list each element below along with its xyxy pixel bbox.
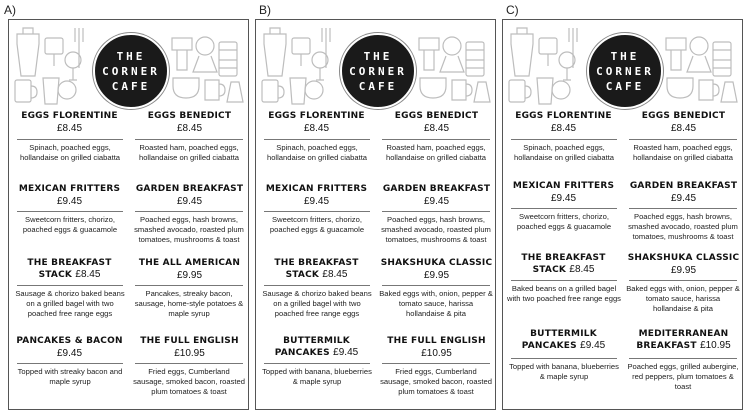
divider (135, 363, 243, 364)
divider (17, 211, 123, 212)
menu-item-breakfast-stack (505, 252, 622, 276)
item-title: BUTTERMILK (283, 336, 350, 346)
divider (135, 211, 243, 212)
menu-item-buttermilk-pancakes (505, 328, 622, 352)
logo-line-3: CAFE (111, 79, 151, 93)
divider (264, 285, 370, 286)
item-description: Sausage & chorizo baked beans on a grilled bagel with two poached free range eggs (15, 289, 125, 318)
item-title: THE FULL ENGLISH (387, 336, 486, 346)
menu-item-garden-breakfast (625, 180, 742, 205)
menu-item-eggs-benedict (378, 110, 495, 135)
item-title: GARDEN BREAKFAST (382, 184, 491, 194)
menu-item-full-english (131, 335, 248, 360)
item-price: £10.95 (421, 348, 452, 359)
menu-item-shakshuka-classic (378, 257, 495, 282)
divider (382, 211, 490, 212)
item-description: Sweetcorn fritters, chorizo, poached eggs & guacamole (22, 215, 118, 234)
item-description: Topped with banana, blueberries & maple syrup (262, 367, 372, 386)
item-price: £9.45 (333, 347, 359, 358)
logo-line-1: THE (610, 49, 640, 63)
item-description: Spinach, poached eggs, hollandaise on grilled ciabatta (513, 143, 615, 162)
item-title: MEXICAN FRITTERS (512, 181, 615, 191)
menu-header (256, 20, 495, 108)
item-title: STACK (532, 265, 567, 275)
divider (264, 139, 370, 140)
logo-line-2: CORNER (596, 64, 654, 78)
item-title: MEXICAN FRITTERS (18, 184, 121, 194)
item-price: £8.45 (423, 123, 450, 134)
item-price: £9.45 (303, 196, 330, 207)
divider (629, 139, 737, 140)
item-description: Topped with streaky bacon and maple syrup (17, 367, 123, 386)
logo-line-1: THE (363, 49, 393, 63)
item-price: £9.45 (550, 193, 577, 204)
menu-item-buttermilk-pancakes (258, 335, 375, 359)
item-price: £9.95 (176, 270, 203, 281)
divider (382, 139, 490, 140)
item-price: £9.95 (423, 270, 450, 281)
item-title: EGGS BENEDICT (394, 111, 479, 121)
item-title: EGGS FLORENTINE (515, 111, 612, 121)
item-title: PANCAKES & BACON (16, 336, 123, 346)
item-price: £9.45 (423, 196, 450, 207)
menu-item-breakfast-stack (11, 257, 128, 281)
menu-item-garden-breakfast (378, 183, 495, 208)
item-title: EGGS FLORENTINE (268, 111, 365, 121)
item-title: MEXICAN FRITTERS (265, 184, 368, 194)
menu-header (9, 20, 248, 108)
corner-cafe-logo (93, 33, 169, 109)
panel-label-b: B) (259, 3, 271, 17)
menu-item-mexican-fritters (11, 183, 128, 208)
item-description: Baked beans on a grilled bagel with two poached free range eggs (507, 284, 621, 303)
corner-cafe-logo (340, 33, 416, 109)
divider (511, 358, 617, 359)
menu-item-mexican-fritters (505, 180, 622, 205)
divider (135, 285, 243, 286)
menu-item-all-american (131, 257, 248, 282)
item-title: GARDEN BREAKFAST (629, 181, 738, 191)
panel-label-a: A) (4, 3, 16, 17)
item-title: BREAKFAST (636, 341, 697, 351)
divider (17, 285, 123, 286)
item-price: £8.45 (303, 123, 330, 134)
corner-cafe-logo (587, 33, 663, 109)
item-description: Poached eggs, grilled aubergine, red peppers, plum tomatoes & toast (627, 362, 739, 391)
menu-item-eggs-florentine (505, 110, 622, 135)
item-price: £9.95 (670, 265, 697, 276)
divider (629, 208, 737, 209)
item-description: Poached eggs, hash browns, smashed avocado, roasted plum tomatoes, mushrooms & toast (628, 212, 738, 241)
divider (382, 285, 490, 286)
menu-item-shakshuka-classic (625, 252, 742, 277)
item-title: PANCAKES (274, 348, 330, 358)
logo-line-2: CORNER (349, 64, 407, 78)
item-title: THE ALL AMERICAN (138, 258, 241, 268)
item-title: THE BREAKFAST (521, 253, 606, 263)
menu-item-eggs-benedict (131, 110, 248, 135)
item-price: £8.45 (569, 264, 595, 275)
item-title: PANCAKES (521, 341, 577, 351)
item-price: £8.45 (56, 123, 83, 134)
menu-item-full-english (378, 335, 495, 360)
item-title: EGGS FLORENTINE (21, 111, 118, 121)
menu-item-mediterranean-breakfast (625, 328, 742, 352)
item-description: Roasted ham, poached eggs, hollandaise on grilled ciabatta (138, 143, 240, 162)
menu-item-eggs-florentine (11, 110, 128, 135)
item-description: Baked eggs with, onion, pepper & tomato sauce, harissa hollandaise & pita (379, 289, 493, 318)
item-price: £9.45 (56, 348, 83, 359)
item-price: £10.95 (700, 340, 731, 351)
item-price: £8.45 (550, 123, 577, 134)
item-description: Poached eggs, hash browns, smashed avocado, roasted plum tomatoes, mushrooms & toast (381, 215, 491, 244)
item-title: STACK (285, 270, 320, 280)
item-description: Pancakes, streaky bacon, sausage, home-style potatoes & maple syrup (134, 289, 244, 318)
item-title: SHAKSHUKA CLASSIC (627, 253, 740, 263)
divider (17, 363, 123, 364)
menu-item-pancakes-bacon (11, 335, 128, 360)
item-description: Fried eggs, Cumberland sausage, smoked bacon, roasted plum tomatoes & toast (133, 367, 245, 396)
divider (629, 280, 737, 281)
item-price: £9.45 (670, 193, 697, 204)
item-description: Sweetcorn fritters, chorizo, poached eggs & guacamole (269, 215, 365, 234)
item-price: £9.45 (56, 196, 83, 207)
item-description: Sausage & chorizo baked beans on a grilled bagel with two poached free range eggs (262, 289, 372, 318)
menu-header (503, 20, 742, 108)
item-title: EGGS BENEDICT (641, 111, 726, 121)
item-title: STACK (38, 270, 73, 280)
divider (17, 139, 123, 140)
item-description: Poached eggs, hash browns, smashed avocado, roasted plum tomatoes, mushrooms & toast (134, 215, 244, 244)
item-description: Roasted ham, poached eggs, hollandaise on grilled ciabatta (385, 143, 487, 162)
menu-panel-c (502, 19, 743, 410)
item-title: THE BREAKFAST (274, 258, 359, 268)
item-description: Roasted ham, poached eggs, hollandaise on grilled ciabatta (632, 143, 734, 162)
item-description: Sweetcorn fritters, chorizo, poached eggs & guacamole (516, 212, 612, 231)
menu-item-mexican-fritters (258, 183, 375, 208)
divider (264, 211, 370, 212)
item-price: £8.45 (670, 123, 697, 134)
divider (511, 139, 617, 140)
item-price: £9.45 (176, 196, 203, 207)
divider (264, 363, 370, 364)
menu-item-garden-breakfast (131, 183, 248, 208)
logo-line-2: CORNER (102, 64, 160, 78)
divider (511, 280, 617, 281)
item-title: THE BREAKFAST (27, 258, 112, 268)
menu-item-eggs-benedict (625, 110, 742, 135)
divider (511, 208, 617, 209)
logo-line-1: THE (116, 49, 146, 63)
item-price: £9.45 (580, 340, 606, 351)
item-description: Fried eggs, Cumberland sausage, smoked bacon, roasted plum tomatoes & toast (380, 367, 492, 396)
menu-item-breakfast-stack (258, 257, 375, 281)
item-price: £10.95 (174, 348, 205, 359)
logo-line-3: CAFE (605, 79, 645, 93)
item-title: THE FULL ENGLISH (140, 336, 239, 346)
menu-item-eggs-florentine (258, 110, 375, 135)
divider (135, 139, 243, 140)
menu-panel-b (255, 19, 496, 410)
item-description: Spinach, poached eggs, hollandaise on grilled ciabatta (266, 143, 368, 162)
item-title: SHAKSHUKA CLASSIC (380, 258, 493, 268)
item-price: £8.45 (176, 123, 203, 134)
item-description: Topped with banana, blueberries & maple syrup (509, 362, 619, 381)
item-title: GARDEN BREAKFAST (135, 184, 244, 194)
divider (382, 363, 490, 364)
item-title: MEDITERRANEAN (638, 329, 729, 339)
divider (629, 358, 737, 359)
item-description: Baked eggs with, onion, pepper & tomato sauce, harissa hollandaise & pita (626, 284, 740, 313)
logo-line-3: CAFE (358, 79, 398, 93)
item-title: EGGS BENEDICT (147, 111, 232, 121)
item-title: BUTTERMILK (530, 329, 597, 339)
menu-panel-a (8, 19, 249, 410)
item-description: Spinach, poached eggs, hollandaise on grilled ciabatta (19, 143, 121, 162)
panel-label-c: C) (506, 3, 519, 17)
item-price: £8.45 (75, 269, 101, 280)
item-price: £8.45 (322, 269, 348, 280)
